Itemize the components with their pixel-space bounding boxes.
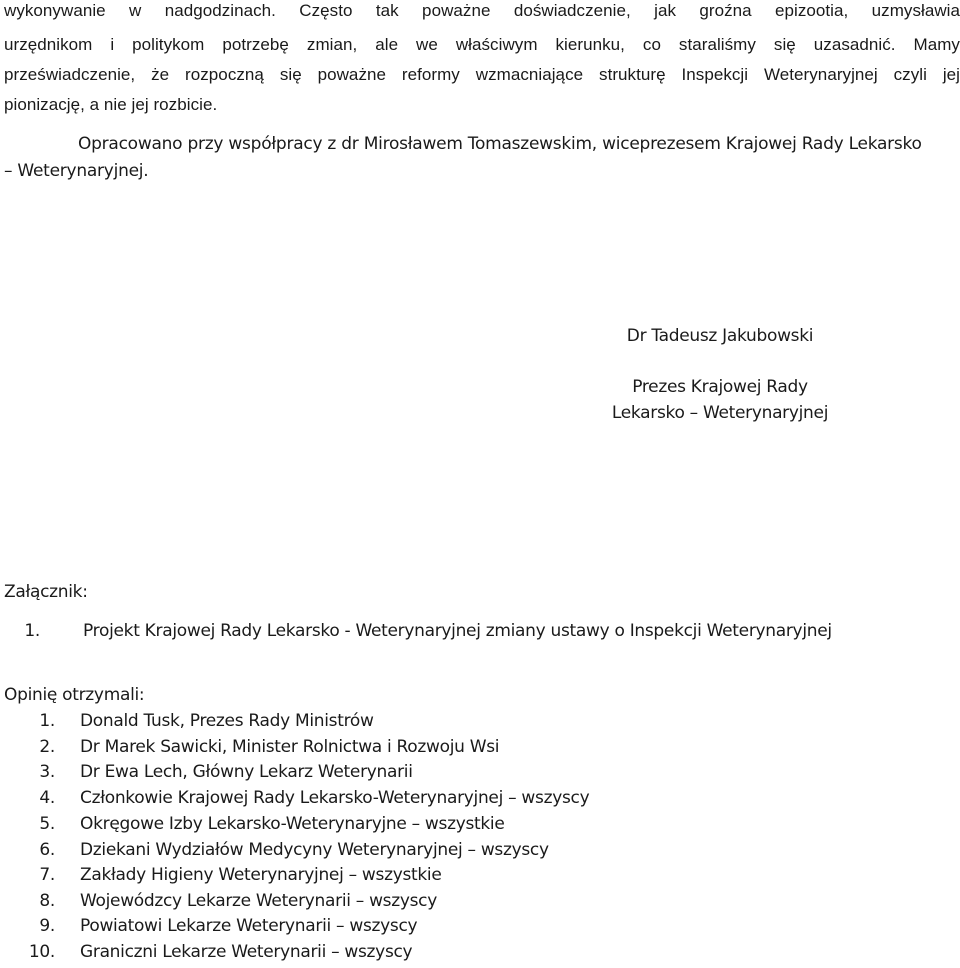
- recipient-text: Wojewódzcy Lekarze Weterynarii – wszyscy: [80, 891, 437, 911]
- list-number: 6.: [39, 840, 55, 860]
- acknowledgement-line: Opracowano przy współpracy z dr Mirosławem Tomaszewskim, wiceprezesem Krajowej Rady Lekarsko: [78, 134, 922, 154]
- acknowledgement-line: – Weterynaryjnej.: [4, 161, 149, 181]
- list-number: 4.: [39, 788, 55, 808]
- signatory-title: Lekarsko – Weterynaryjnej: [611, 403, 829, 423]
- list-number: 1.: [24, 621, 40, 641]
- recipient-text: Powiatowi Lekarze Weterynarii – wszyscy: [80, 916, 418, 936]
- recipient-text: Członkowie Krajowej Rady Lekarsko-Weterynaryjnej – wszyscy: [80, 788, 590, 808]
- list-number: 5.: [39, 814, 55, 834]
- attachments-heading: Załącznik:: [4, 582, 88, 602]
- list-number: 3.: [39, 762, 55, 782]
- list-number: 10.: [28, 942, 55, 962]
- list-number: 7.: [39, 865, 55, 885]
- body-paragraph-line: wykonywanie w nadgodzinach. Często tak poważne doświadczenie, jak groźna epizootia, uzmysławia: [4, 1, 960, 20]
- signatory-name: Dr Tadeusz Jakubowski: [626, 326, 814, 346]
- signatory-title: Prezes Krajowej Rady: [632, 377, 808, 397]
- list-number: 8.: [39, 891, 55, 911]
- recipient-text: Graniczni Lekarze Weterynarii – wszyscy: [80, 942, 413, 962]
- attachment-text: Projekt Krajowej Rady Lekarsko - Weterynaryjnej zmiany ustawy o Inspekcji Weterynaryjnej: [83, 621, 832, 641]
- body-paragraph-line: urzędnikom i politykom potrzebę zmian, ale we właściwym kierunku, co staraliśmy się uzasadnić. Mamy: [4, 35, 960, 54]
- recipient-text: Zakłady Higieny Weterynaryjnej – wszystkie: [80, 865, 442, 885]
- recipient-text: Dr Ewa Lech, Główny Lekarz Weterynarii: [80, 762, 413, 782]
- body-paragraph-line: przeświadczenie, że rozpoczną się poważne reformy wzmacniające strukturę Inspekcji Weterynaryjnej czyli jej: [4, 65, 960, 84]
- recipient-text: Dr Marek Sawicki, Minister Rolnictwa i Rozwoju Wsi: [80, 737, 500, 757]
- recipient-text: Donald Tusk, Prezes Rady Ministrów: [80, 711, 374, 731]
- recipients-heading: Opinię otrzymali:: [4, 685, 145, 705]
- list-number: 1.: [39, 711, 55, 731]
- list-number: 2.: [39, 737, 55, 757]
- recipient-text: Okręgowe Izby Lekarsko-Weterynaryjne – wszystkie: [80, 814, 505, 834]
- list-number: 9.: [39, 916, 55, 936]
- recipient-text: Dziekani Wydziałów Medycyny Weterynaryjnej – wszyscy: [80, 840, 549, 860]
- body-paragraph-line: pionizację, a nie jej rozbicie.: [4, 95, 218, 114]
